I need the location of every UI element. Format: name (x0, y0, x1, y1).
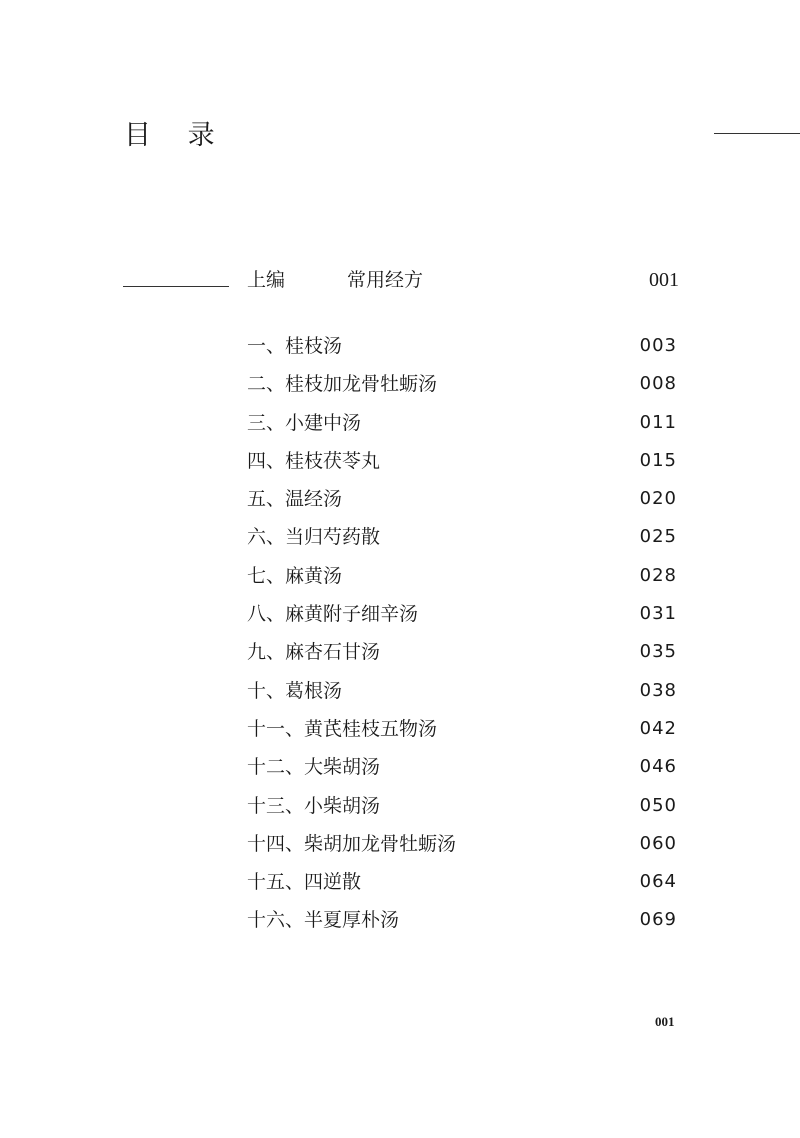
toc-entry[interactable] (247, 867, 677, 905)
toc-entry-title: 三、小建中汤 (247, 411, 362, 434)
toc-entry-page: 003 (639, 335, 677, 356)
toc-entry-page: 025 (639, 526, 677, 548)
toc-entry[interactable] (247, 791, 677, 829)
toc-entry[interactable] (247, 408, 677, 446)
toc-entry-page: 011 (639, 411, 677, 433)
section-label: 上编 (247, 269, 286, 291)
toc-entry-title: 十、葛根汤 (247, 679, 343, 702)
toc-entry[interactable] (247, 599, 677, 637)
toc-entry[interactable] (247, 522, 677, 560)
toc-entry-page: 038 (639, 679, 677, 701)
toc-entry-title: 六、当归芍药散 (247, 526, 381, 549)
section-page-number: 001 (649, 269, 679, 291)
toc-entry-page: 050 (639, 794, 677, 816)
toc-entry-title: 一、桂枝汤 (247, 335, 343, 357)
toc-entry-title: 八、麻黄附子细辛汤 (247, 603, 419, 626)
toc-entry[interactable] (247, 752, 677, 790)
toc-entry[interactable] (247, 484, 677, 522)
toc-entry-title: 十四、柴胡加龙骨牡蛎汤 (247, 832, 457, 855)
toc-entry[interactable] (247, 561, 677, 599)
section-title: 常用经方 (347, 269, 424, 291)
toc-entry[interactable] (247, 637, 677, 675)
toc-entry-page: 035 (639, 641, 677, 663)
folio-page-number: 001 (655, 1014, 675, 1029)
toc-entry-title: 二、桂枝加龙骨牡蛎汤 (247, 373, 438, 396)
toc-entry-list (247, 331, 677, 944)
toc-entry-page: 020 (639, 488, 677, 510)
toc-entry-title: 十五、四逆散 (247, 871, 362, 894)
toc-entry-title: 十二、大柴胡汤 (247, 756, 381, 779)
toc-entry[interactable] (247, 331, 677, 369)
page-title: 目 录 (124, 120, 229, 151)
toc-entry-page: 015 (639, 449, 677, 471)
toc-entry-page: 069 (639, 909, 677, 931)
section-divider (123, 286, 229, 287)
toc-entry-page: 031 (639, 603, 677, 625)
toc-entry-page: 028 (639, 564, 677, 586)
toc-entry-page: 060 (639, 832, 677, 854)
toc-entry[interactable] (247, 829, 677, 867)
toc-entry-title: 五、温经汤 (247, 488, 343, 511)
toc-entry[interactable] (247, 446, 677, 484)
toc-entry-page: 064 (639, 871, 677, 893)
toc-entry-page: 042 (639, 717, 677, 739)
toc-entry-title: 九、麻杏石甘汤 (247, 641, 381, 664)
toc-entry-page: 008 (639, 373, 677, 395)
toc-entry-title: 四、桂枝茯苓丸 (247, 449, 381, 472)
toc-entry-title: 七、麻黄汤 (247, 564, 343, 587)
toc-entry-page: 046 (639, 756, 677, 778)
toc-entry-title: 十一、黄芪桂枝五物汤 (247, 717, 438, 740)
toc-entry[interactable] (247, 369, 677, 407)
section-header[interactable] (247, 264, 679, 296)
top-divider (714, 133, 800, 134)
toc-entry[interactable] (247, 714, 677, 752)
toc-entry-title: 十三、小柴胡汤 (247, 794, 381, 817)
toc-entry[interactable] (247, 905, 677, 943)
toc-entry-title: 十六、半夏厚朴汤 (247, 909, 400, 932)
toc-entry[interactable] (247, 676, 677, 714)
